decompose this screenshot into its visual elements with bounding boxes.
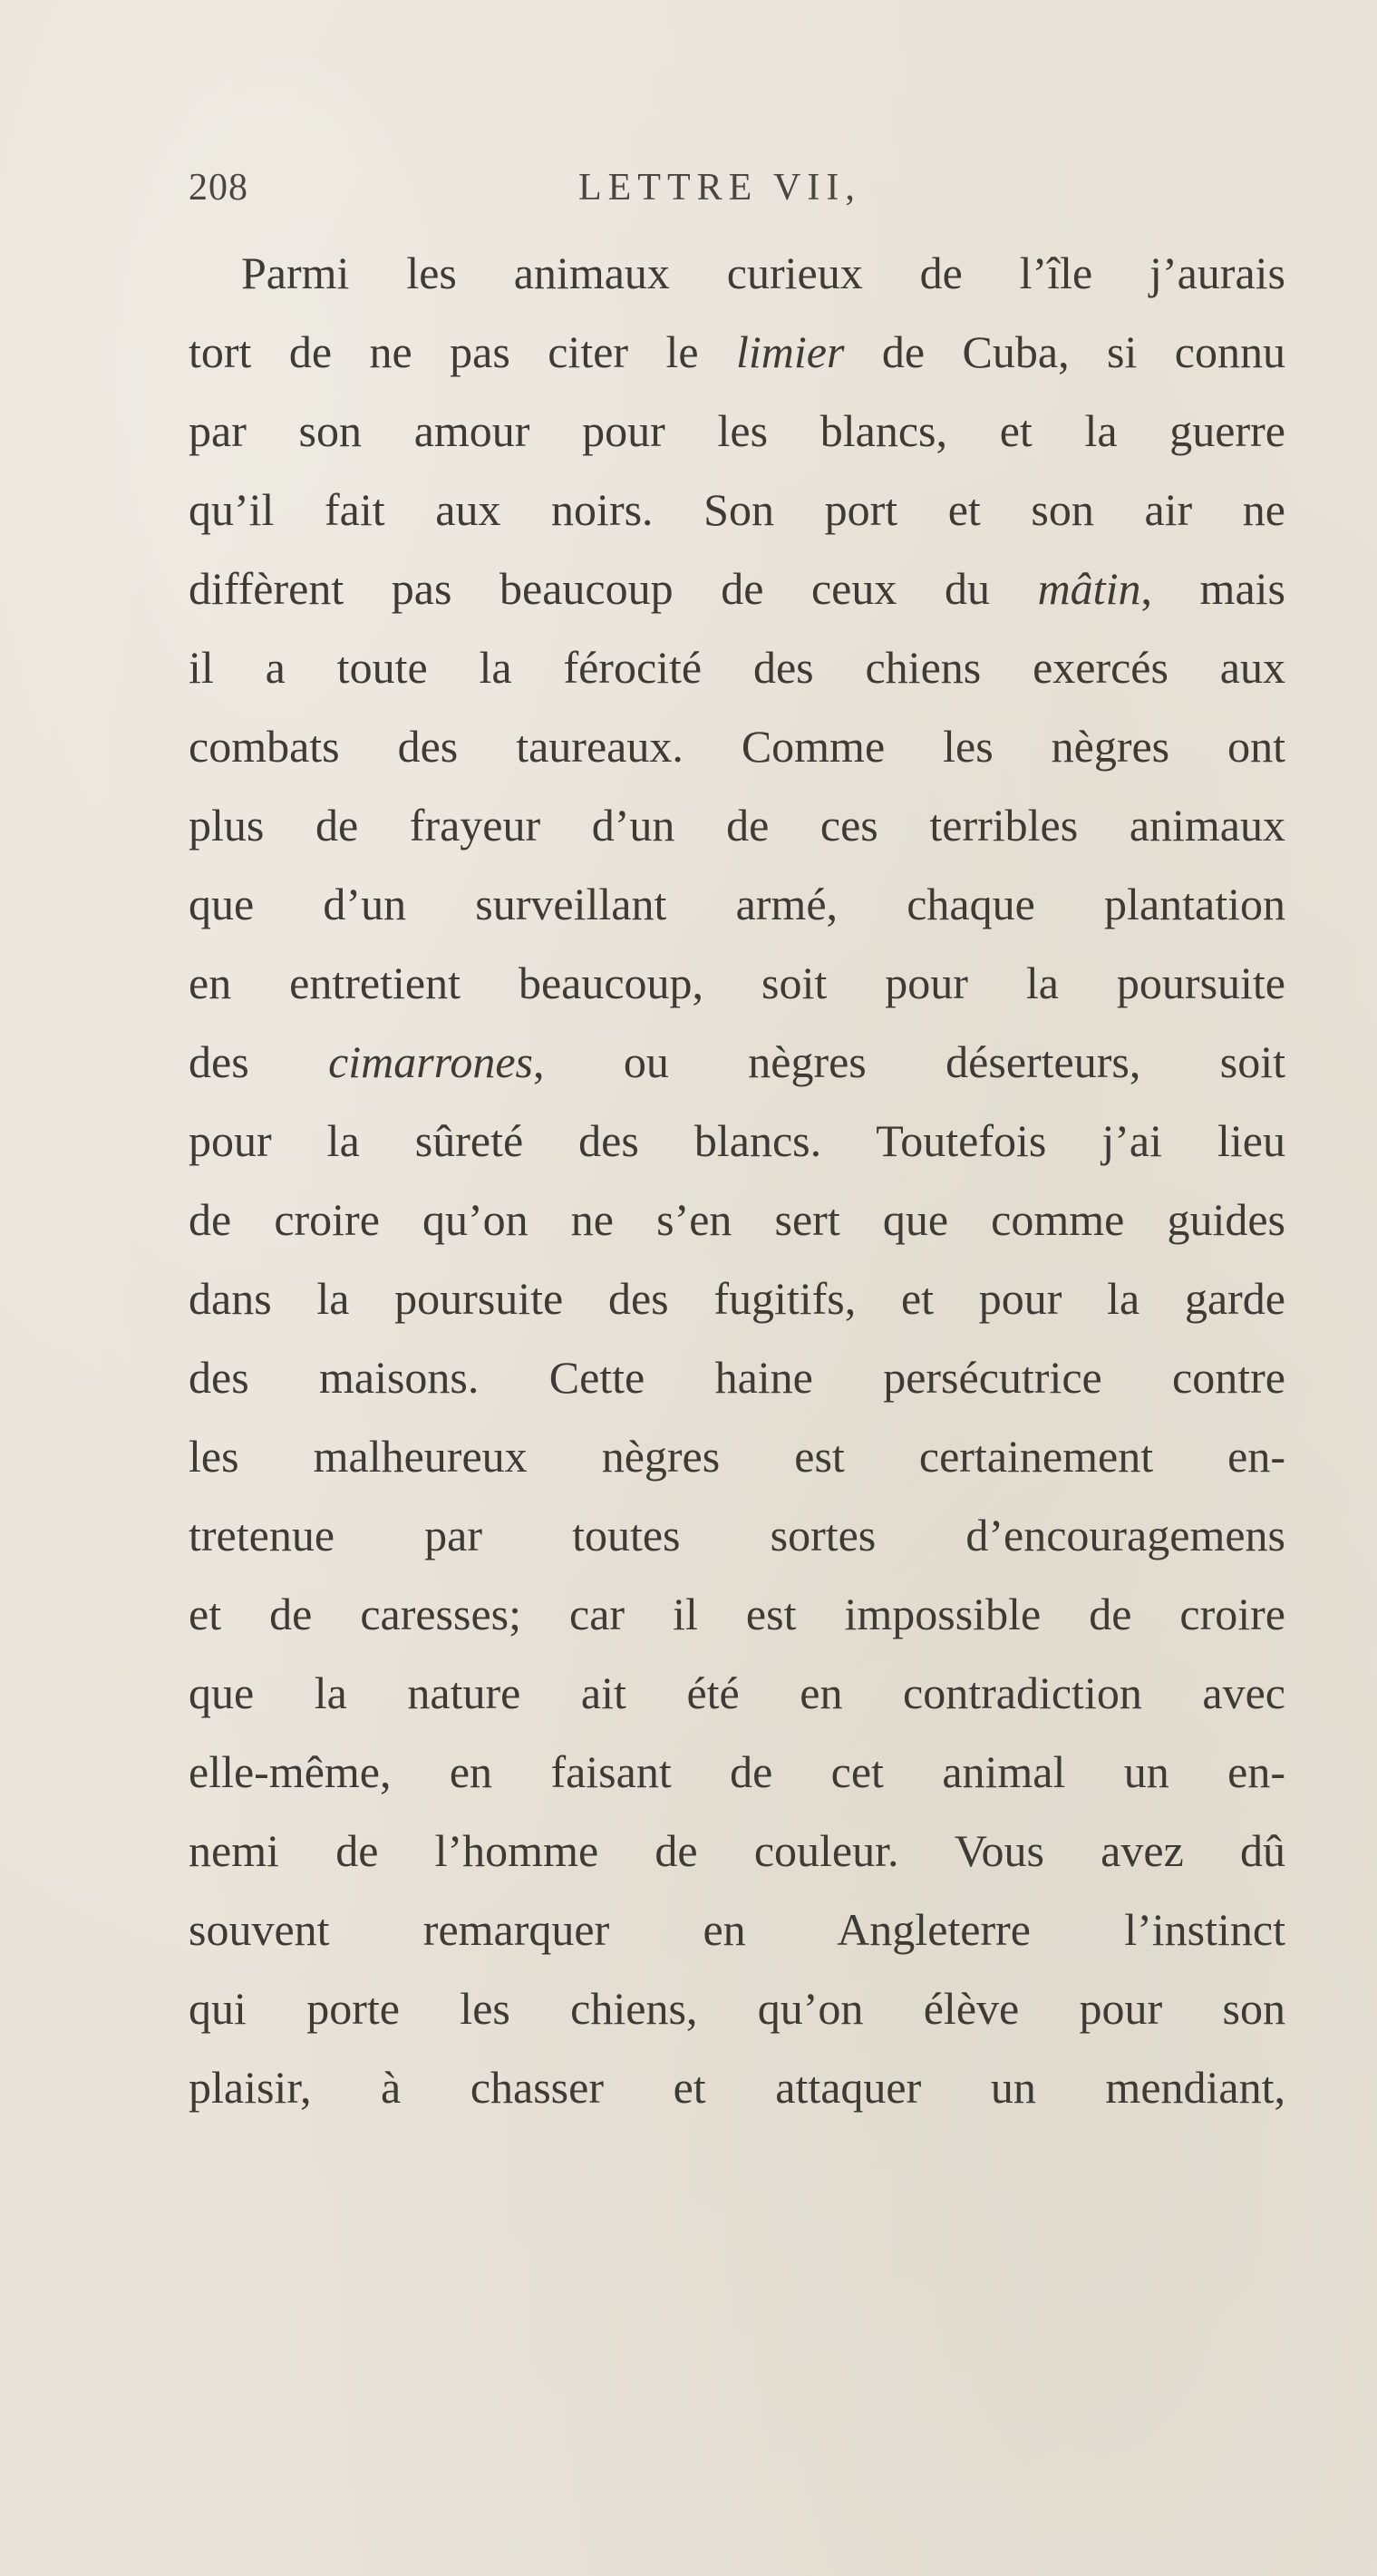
text-line: [189, 313, 1285, 392]
text-segment: plus de frayeur d’un de ces terribles animaux: [189, 800, 1285, 851]
text-line: [189, 1654, 1285, 1733]
text-line: [189, 1969, 1285, 2048]
text-line: [189, 471, 1285, 549]
text-line: [189, 707, 1285, 786]
text-segment: en entretient beaucoup, soit pour la poursuite: [189, 957, 1285, 1008]
text-line: [189, 944, 1285, 1023]
text-segment: des: [189, 1036, 329, 1087]
text-line: [189, 1102, 1285, 1181]
text-line: [189, 1575, 1285, 1654]
text-segment: nemi de l’homme de couleur. Vous avez dû: [189, 1825, 1285, 1876]
running-head: [189, 166, 1285, 220]
text-segment: qui porte les chiens, qu’on élève pour son: [189, 1983, 1285, 2034]
text-segment: il a toute la férocité des chiens exercés aux: [189, 642, 1285, 693]
text-segment: tretenue par toutes sortes d’encouragemens: [189, 1510, 1285, 1560]
running-head-title: LETTRE VII,: [578, 167, 861, 209]
text-line: [189, 865, 1285, 944]
text-segment: qu’il fait aux noirs. Son port et son air ne: [189, 484, 1285, 535]
text-line: [189, 549, 1285, 628]
text-segment: , mais: [1140, 563, 1285, 614]
italic-term: mâtin: [1037, 563, 1141, 614]
text-line: [189, 786, 1285, 865]
text-line: [189, 1891, 1285, 1969]
text-segment: tort de ne pas citer le: [189, 326, 737, 377]
text-line: [189, 1733, 1285, 1812]
text-segment: que d’un surveillant armé, chaque plantation: [189, 879, 1285, 929]
text-line: [189, 1496, 1285, 1575]
text-line: [189, 1812, 1285, 1891]
text-segment: Parmi les animaux curieux de l’île j’aurais: [241, 248, 1285, 298]
italic-term: cimarrones: [328, 1036, 533, 1087]
text-segment: de Cuba, si connu: [844, 326, 1285, 377]
body-text: [189, 234, 1285, 2127]
text-segment: diffèrent pas beaucoup de ceux du: [189, 563, 1038, 614]
text-segment: que la nature ait été en contradiction avec: [189, 1667, 1285, 1718]
text-line: [189, 392, 1285, 471]
page-number: 208: [189, 167, 248, 209]
text-line: [189, 1259, 1285, 1338]
text-segment: elle-même, en faisant de cet animal un en-: [189, 1746, 1285, 1797]
text-segment: dans la poursuite des fugitifs, et pour la garde: [189, 1273, 1285, 1324]
text-segment: pour la sûreté des blancs. Toutefois j’ai lieu: [189, 1115, 1285, 1166]
text-line: [189, 1023, 1285, 1102]
text-line: [189, 1338, 1285, 1417]
text-line: [189, 1181, 1285, 1259]
text-segment: combats des taureaux. Comme les nègres ont: [189, 721, 1285, 772]
italic-term: limier: [736, 326, 845, 377]
text-line: [189, 1417, 1285, 1496]
text-segment: plaisir, à chasser et attaquer un mendiant,: [189, 2062, 1285, 2113]
text-line: [189, 2048, 1285, 2127]
text-line: [189, 628, 1285, 707]
text-segment: souvent remarquer en Angleterre l’instinct: [189, 1904, 1285, 1955]
text-segment: de croire qu’on ne s’en sert que comme guides: [189, 1194, 1285, 1245]
text-segment: par son amour pour les blancs, et la guerre: [189, 405, 1285, 456]
text-line: [189, 234, 1285, 313]
text-segment: les malheureux nègres est certainement en-: [189, 1431, 1285, 1482]
text-segment: , ou nègres déserteurs, soit: [532, 1036, 1286, 1087]
text-segment: des maisons. Cette haine persécutrice contre: [189, 1352, 1285, 1403]
text-segment: et de caresses; car il est impossible de croire: [189, 1589, 1285, 1639]
